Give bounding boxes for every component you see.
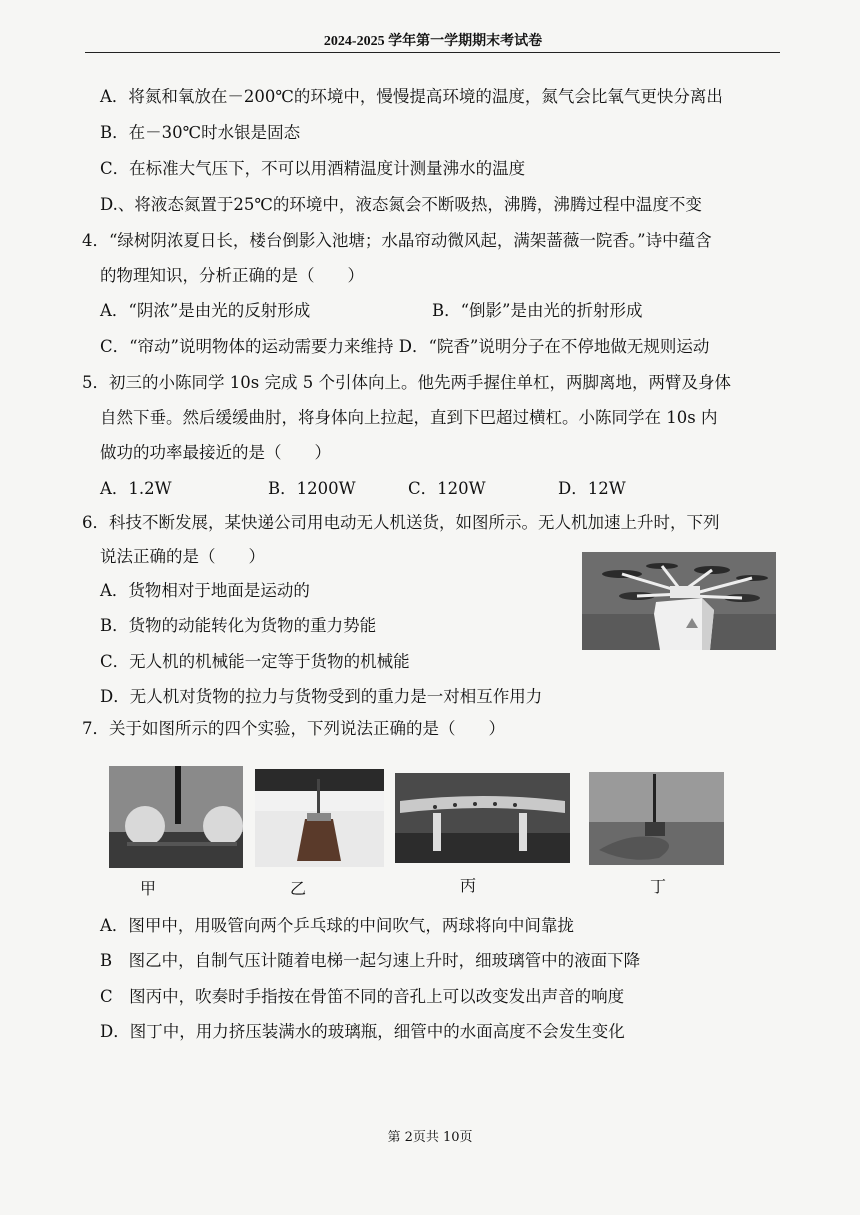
q5-stem-line1: 5．初三的小陈同学 10s 完成 5 个引体向上。他先两手握住单杠，两脚离地，两臂及身体: [82, 373, 731, 392]
q5-option-d: D．12W: [558, 479, 626, 498]
q6-option-b: B．货物的动能转化为货物的重力势能: [100, 616, 377, 635]
caption-jia: 甲: [140, 879, 157, 898]
drone-delivery-photo: [582, 552, 776, 650]
caption-bing: 丙: [460, 876, 477, 895]
caption-ding: 丁: [650, 877, 667, 896]
q6-option-a: A．货物相对于地面是运动的: [100, 581, 310, 600]
page-number: 第 2页共 10页: [387, 1130, 473, 1145]
q7-option-d: D．图丁中，用力挤压装满水的玻璃瓶，细管中的水面高度不会发生变化: [100, 1022, 625, 1041]
q6-option-d: D．无人机对货物的拉力与货物受到的重力是一对相互作用力: [100, 687, 543, 706]
q6-stem-line2: 说法正确的是（ ）: [100, 547, 265, 566]
q7-option-b: B 图乙中，自制气压计随着电梯一起匀速上升时，细玻璃管中的液面下降: [100, 951, 641, 970]
experiment-bing-photo: [395, 773, 570, 863]
q3-option-b: B．在－30℃时水银是固态: [100, 123, 301, 142]
exam-header: 2024-2025 学年第一学期期末考试卷: [323, 34, 543, 49]
q3-option-d: D.、将液态氮置于25℃的环境中，液态氮会不断吸热，沸腾，沸腾过程中温度不变: [100, 195, 702, 214]
experiment-yi-photo: [255, 769, 384, 867]
q6-option-c: C．无人机的机械能一定等于货物的机械能: [100, 652, 410, 671]
q4-stem-line1: 4．“绿树阴浓夏日长，楼台倒影入池塘；水晶帘动微风起，满架蔷薇一院香。”诗中蕴含: [82, 231, 712, 250]
header-rule: [85, 52, 780, 53]
experiment-jia-photo: [109, 766, 243, 868]
q4-option-cd: C．“帘动”说明物体的运动需要力来维持 D．“院香”说明分子在不停地做无规则运动: [100, 337, 710, 356]
q3-option-c: C．在标准大气压下，不可以用酒精温度计测量沸水的温度: [100, 159, 526, 178]
q4-stem-line2: 的物理知识，分析正确的是（ ）: [100, 266, 364, 285]
q7-option-a: A．图甲中，用吸管向两个乒乓球的中间吹气，两球将向中间靠拢: [100, 916, 574, 935]
q5-option-b: B．1200W: [268, 479, 356, 498]
q5-option-a: A．1.2W: [100, 479, 172, 498]
q3-option-a: A．将氮和氧放在－200℃的环境中，慢慢提高环境的温度，氮气会比氧气更快分离出: [100, 87, 723, 106]
q6-stem-line1: 6．科技不断发展，某快递公司用电动无人机送货，如图所示。无人机加速上升时，下列: [82, 513, 720, 532]
q5-stem-line3: 做功的功率最接近的是（ ）: [100, 443, 331, 462]
q5-option-c: C．120W: [408, 479, 486, 498]
experiment-ding-photo: [589, 772, 724, 865]
q7-stem: 7．关于如图所示的四个实验，下列说法正确的是（ ）: [82, 719, 505, 738]
q4-option-a: A．“阴浓”是由光的反射形成: [100, 301, 311, 320]
q4-option-b: B．“倒影”是由光的折射形成: [432, 301, 643, 320]
caption-yi: 乙: [290, 879, 307, 898]
q7-option-c: C 图丙中，吹奏时手指按在骨笛不同的音孔上可以改变发出声音的响度: [100, 987, 625, 1006]
q5-stem-line2: 自然下垂。然后缓缓曲肘，将身体向上拉起，直到下巴超过横杠。小陈同学在 10s 内: [100, 408, 718, 427]
